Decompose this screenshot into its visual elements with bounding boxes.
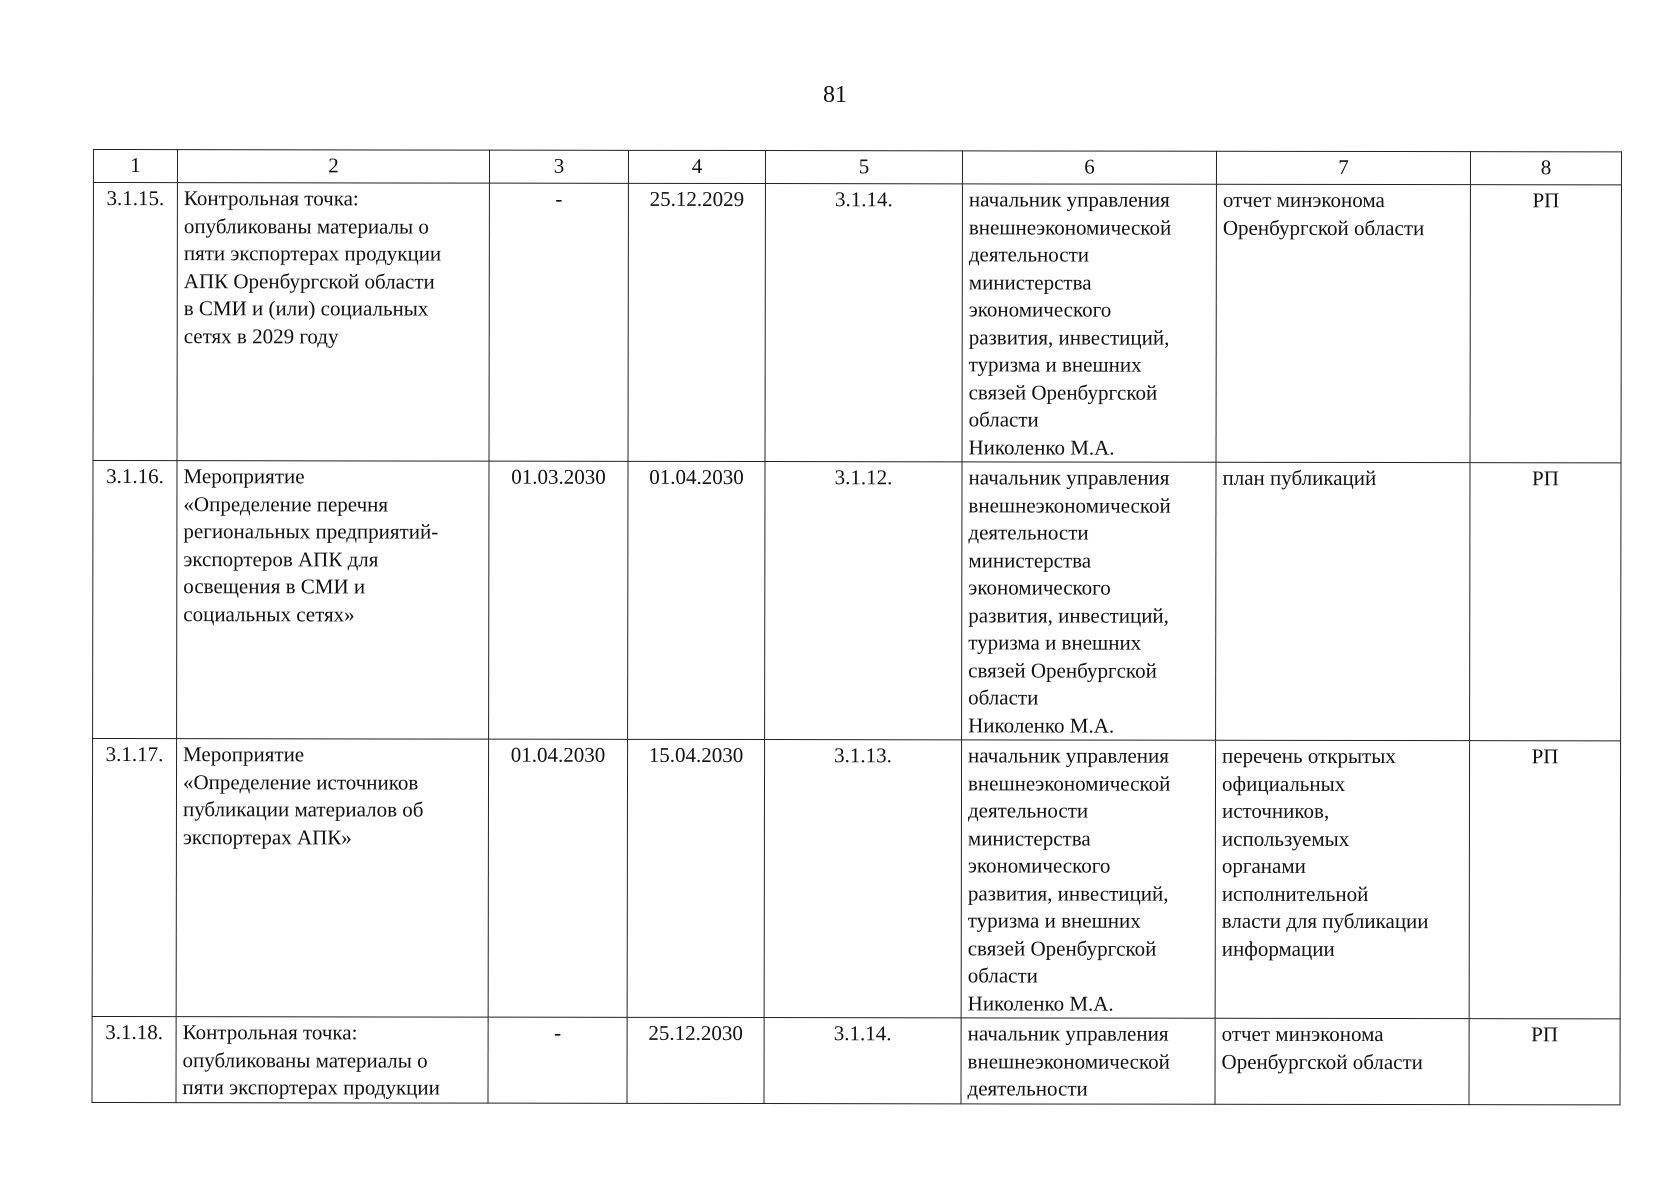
level-cell: РП <box>1469 1019 1620 1105</box>
item-number-cell: 3.1.15. <box>93 183 177 461</box>
start-date-cell: 01.04.2030 <box>488 739 627 1017</box>
responsible-cell: начальник управления внешнеэкономической деятельности министерства экономического развития, инвестиций, туризма и внешних связей Оренбургской области Николенко М.А. <box>962 184 1216 462</box>
item-name-cell: Мероприятие «Определение перечня региональных предприятий- экспортеров АПК для освещения в СМИ и социальных сетях» <box>177 461 489 739</box>
end-date-cell: 25.12.2030 <box>627 1017 764 1103</box>
page-number: 81 <box>823 82 847 108</box>
level-cell: РП <box>1470 463 1621 741</box>
predecessor-cell: 3.1.13. <box>764 740 961 1018</box>
result-cell: перечень открытых официальных источников, используемых органами исполнительной власти для публикации информации <box>1215 740 1469 1018</box>
header-cell: 4 <box>628 150 765 183</box>
header-cell: 3 <box>489 150 628 183</box>
start-date-cell: - <box>488 1017 627 1103</box>
responsible-cell: начальник управления внешнеэкономической деятельности министерства экономического развития, инвестиций, туризма и внешних связей Оренбургской области Николенко М.А. <box>962 462 1216 740</box>
header-cell: 7 <box>1216 151 1470 184</box>
table-row <box>93 183 1621 463</box>
schedule-table <box>92 149 1622 1105</box>
table-row <box>93 461 1621 741</box>
header-cell: 6 <box>962 151 1216 184</box>
predecessor-cell: 3.1.12. <box>765 462 962 740</box>
start-date-cell: - <box>489 183 628 461</box>
predecessor-cell: 3.1.14. <box>764 1018 961 1104</box>
header-cell: 2 <box>177 150 489 183</box>
end-date-cell: 01.04.2030 <box>628 461 765 739</box>
start-date-cell: 01.03.2030 <box>489 461 628 739</box>
header-cell: 8 <box>1470 152 1621 185</box>
header-cell: 1 <box>93 150 177 183</box>
header-cell: 5 <box>765 151 962 184</box>
responsible-cell: начальник управления внешнеэкономической деятельности министерства экономического развития, инвестиций, туризма и внешних связей Оренбургской области Николенко М.А. <box>961 740 1215 1018</box>
item-name-cell: Контрольная точка: опубликованы материалы о пяти экспортерах продукции <box>176 1017 488 1103</box>
end-date-cell: 15.04.2030 <box>627 739 764 1017</box>
item-name-cell: Мероприятие «Определение источников публикации материалов об экспортерах АПК» <box>176 739 488 1017</box>
level-cell: РП <box>1470 185 1621 463</box>
result-cell: план публикаций <box>1216 462 1470 740</box>
item-number-cell: 3.1.17. <box>92 739 176 1017</box>
end-date-cell: 25.12.2029 <box>628 183 765 461</box>
item-name-cell: Контрольная точка: опубликованы материалы о пяти экспортерах продукции АПК Оренбургской области в СМИ и (или) социальных сетях в 2029 году <box>177 183 489 461</box>
predecessor-cell: 3.1.14. <box>765 184 962 462</box>
table-row <box>92 739 1620 1019</box>
item-number-cell: 3.1.16. <box>93 461 177 739</box>
table-row <box>92 1016 1620 1104</box>
header-row <box>93 150 1621 185</box>
item-number-cell: 3.1.18. <box>92 1016 176 1102</box>
responsible-cell: начальник управления внешнеэкономической деятельности <box>961 1018 1215 1104</box>
result-cell: отчет минэконома Оренбургской области <box>1215 1018 1469 1104</box>
level-cell: РП <box>1469 741 1620 1019</box>
result-cell: отчет минэконома Оренбургской области <box>1216 184 1470 462</box>
